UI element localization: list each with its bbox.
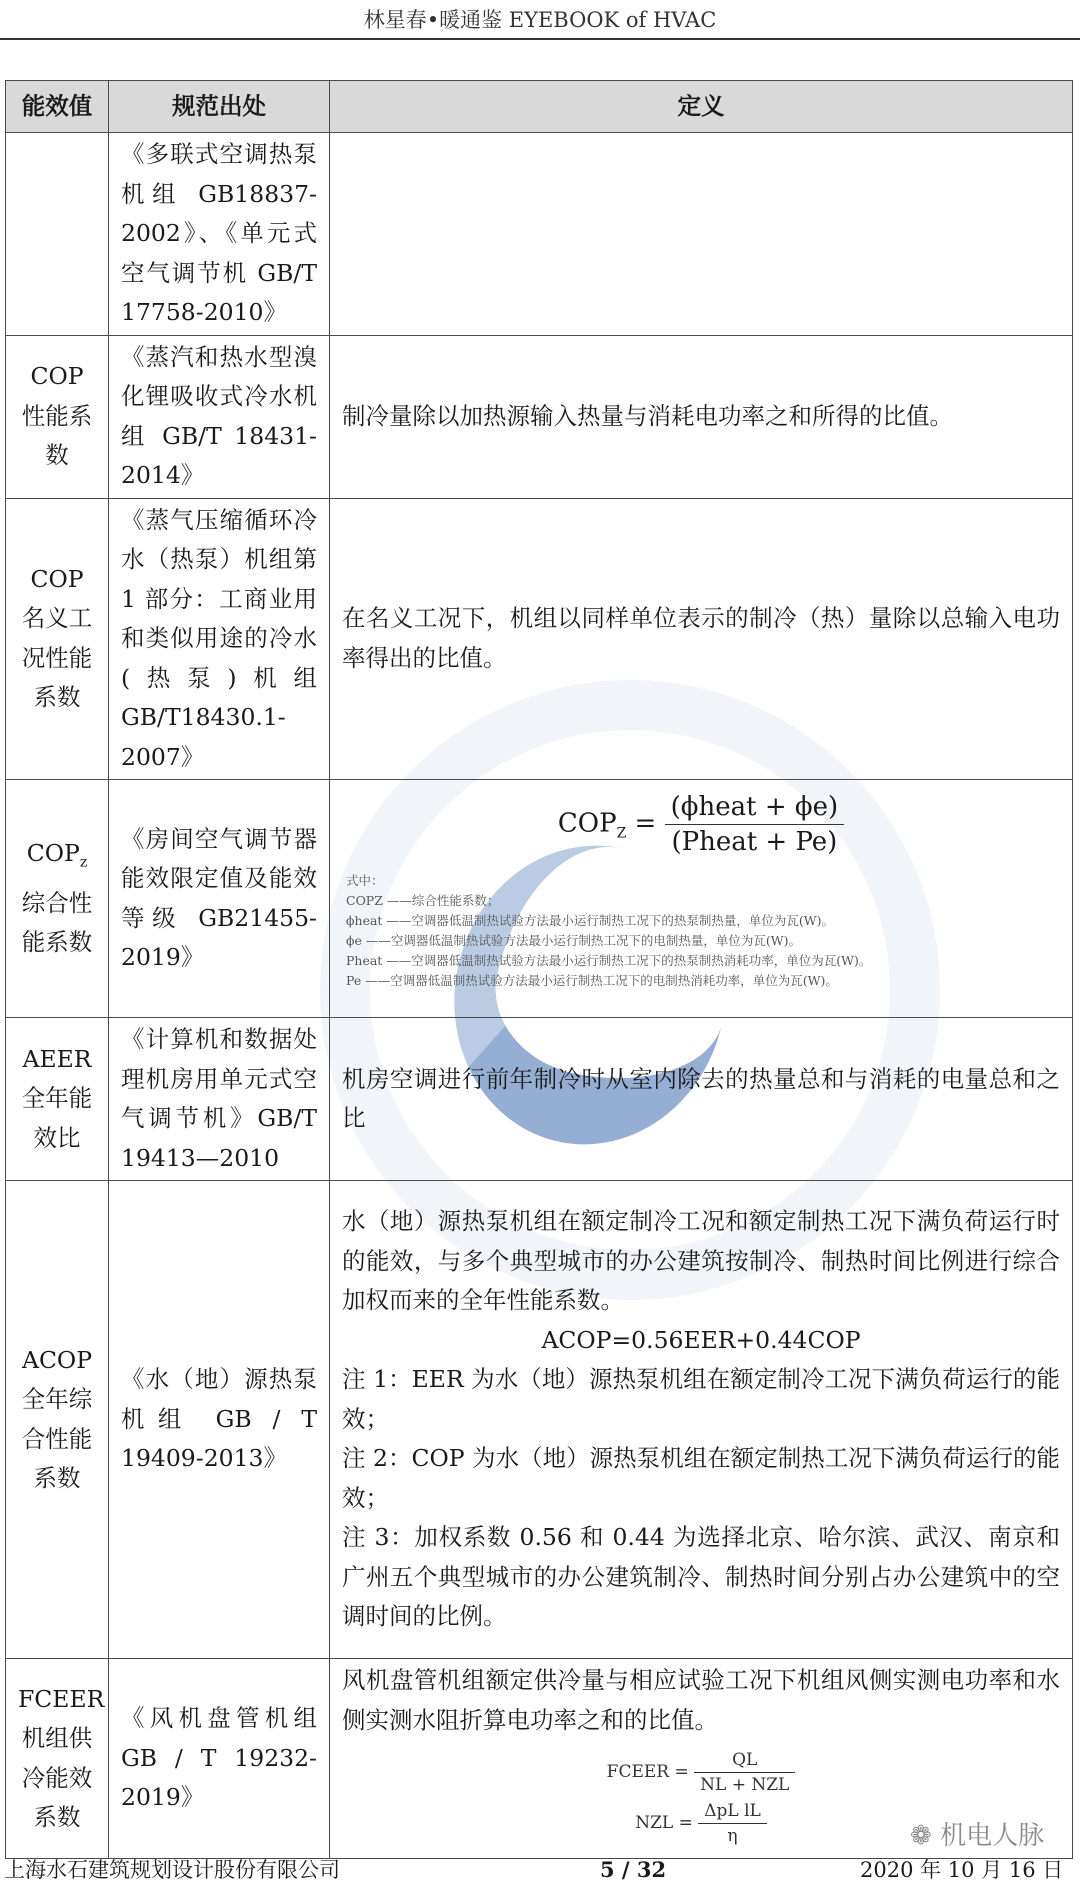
formula-fraction xyxy=(665,790,845,859)
header-standard-source: 规范出处 xyxy=(109,81,330,133)
cell-name xyxy=(6,780,109,1018)
fceer-denominator: NL + NZL xyxy=(700,1775,790,1795)
wechat-watermark-text: 机电人脉 xyxy=(940,1821,1045,1851)
copz-formula xyxy=(342,790,1060,859)
nzl-numerator: ΔpL lL xyxy=(698,1799,767,1824)
cell-definition: 在名义工况下，机组以同样单位表示的制冷（热）量除以总输入电功率得出的比值。 xyxy=(330,498,1073,780)
page-footer xyxy=(0,1853,1080,1887)
legend-line: 式中： xyxy=(346,873,384,888)
cell-definition xyxy=(330,133,1073,336)
page-header: 林星春•暖通鉴 EYEBOOK of HVAC xyxy=(363,8,717,32)
formula-lhs: COP xyxy=(557,808,617,839)
formula-eq: = xyxy=(626,808,665,839)
cell-definition: 机房空调进行前年制冷时从室内除去的热量总和与消耗的电量总和之比 xyxy=(330,1018,1073,1181)
cell-definition xyxy=(330,780,1073,1018)
acop-formula: ACOP=0.56EER+0.44COP xyxy=(541,1325,861,1354)
cell-definition: 制冷量除以加热源输入热量与消耗电功率之和所得的比值。 xyxy=(330,335,1073,498)
nzl-lhs: NZL = xyxy=(635,1813,693,1833)
cell-name: FCEER 机组供冷能效系数 xyxy=(6,1659,109,1859)
legend-line: Pheat ——空调器低温制热试验方法最小运行制热工况下的热泵制热消耗功率，单位为瓦(W)。 xyxy=(346,953,872,968)
cop-label-rest: 综合性能系数 xyxy=(21,888,93,957)
table-row xyxy=(6,1018,1073,1181)
cell-name xyxy=(6,133,109,336)
wechat-icon: ❁ xyxy=(910,1821,932,1851)
cell-source: 《多联式空调热泵机组 GB18837-2002》、《单元式空气调节机 GB/T 17758-2010》 xyxy=(109,133,330,336)
fceer-formula xyxy=(342,1748,1060,1797)
acop-note-1: 注 1：EER 为水（地）源热泵机组在额定制冷工况下满负荷运行的能效； xyxy=(342,1365,1060,1433)
cell-source: 《风机盘管机组 GB / T 19232-2019》 xyxy=(109,1659,330,1859)
formula-lhs-sub: Z xyxy=(616,825,627,842)
table-row xyxy=(6,498,1073,780)
nzl-denominator: η xyxy=(727,1826,738,1846)
wechat-watermark xyxy=(910,1815,1044,1852)
footer-date: 2020 年 10 月 16 日 xyxy=(860,1858,1064,1882)
cell-source: 《房间空气调节器能效限定值及能效等级 GB21455-2019》 xyxy=(109,780,330,1018)
formula-legend xyxy=(342,871,1060,991)
fceer-numerator: QL xyxy=(694,1748,795,1773)
cop-sub: z xyxy=(79,855,88,872)
table-header-row xyxy=(6,81,1073,133)
acop-note-2: 注 2：COP 为水（地）源热泵机组在额定制热工况下满负荷运行的能效； xyxy=(342,1444,1060,1512)
cell-name: COP 名义工况性能系数 xyxy=(6,498,109,780)
table-row xyxy=(6,133,1073,336)
cell-name: AEER 全年能效比 xyxy=(6,1018,109,1181)
legend-line: ϕheat ——空调器低温制热试验方法最小运行制热工况下的热泵制热量，单位为瓦(W)。 xyxy=(346,913,835,928)
header-definition: 定义 xyxy=(330,81,1073,133)
footer-page-number: 5 / 32 xyxy=(600,1857,667,1882)
fceer-fraction xyxy=(694,1748,795,1797)
cell-name: ACOP 全年综合性能系数 xyxy=(6,1181,109,1659)
cell-definition xyxy=(330,1181,1073,1659)
formula-denominator: (Pheat + Pe) xyxy=(671,827,838,857)
acop-intro: 水（地）源热泵机组在额定制冷工况和额定制热工况下满负荷运行时的能效，与多个典型城市的办公建筑按制冷、制热时间比例进行综合加权而来的全年性能系数。 xyxy=(342,1207,1060,1315)
cell-source: 《蒸汽和热水型溴化锂吸收式冷水机组 GB/T 18431-2014》 xyxy=(109,335,330,498)
cell-source: 《计算机和数据处理机房用单元式空气调节机》GB/T 19413—2010 xyxy=(109,1018,330,1181)
efficiency-table xyxy=(5,80,1073,1859)
cop-label: COP xyxy=(26,839,80,868)
header-efficiency-value: 能效值 xyxy=(6,81,109,133)
table-row xyxy=(6,335,1073,498)
legend-line: ϕe ——空调器低温制热试验方法最小运行制热工况下的电制热量，单位为瓦(W)。 xyxy=(346,933,801,948)
legend-line: COPZ ——综合性能系数； xyxy=(346,893,500,908)
formula-numerator: (ϕheat + ϕe) xyxy=(665,790,845,825)
legend-line: Pe ——空调器低温制热试验方法最小运行制热工况下的电制热消耗功率，单位为瓦(W)。 xyxy=(346,973,838,988)
table-row xyxy=(6,780,1073,1018)
fceer-definition: 风机盘管机组额定供冷量与相应试验工况下机组风侧实测电功率和水侧实测水阻折算电功率之和的比值。 xyxy=(342,1666,1060,1734)
header-rule xyxy=(0,38,1080,40)
footer-company: 上海水石建筑规划设计股份有限公司 xyxy=(4,1858,340,1882)
acop-note-3: 注 3：加权系数 0.56 和 0.44 为选择北京、哈尔滨、武汉、南京和广州五个典型城市的办公建筑制冷、制热时间分别占办公建筑中的空调时间的比例。 xyxy=(342,1523,1060,1631)
fceer-lhs: FCEER = xyxy=(606,1762,689,1782)
nzl-fraction xyxy=(698,1799,767,1848)
cell-source: 《蒸气压缩循环冷水（热泵）机组第 1 部分：工商业用和类似用途的冷水(热泵)机组 GB/T18430.1-2007》 xyxy=(109,498,330,780)
table-row xyxy=(6,1181,1073,1659)
cell-source: 《水（地）源热泵机组 GB / T 19409-2013》 xyxy=(109,1181,330,1659)
cell-name: COP 性能系数 xyxy=(6,335,109,498)
